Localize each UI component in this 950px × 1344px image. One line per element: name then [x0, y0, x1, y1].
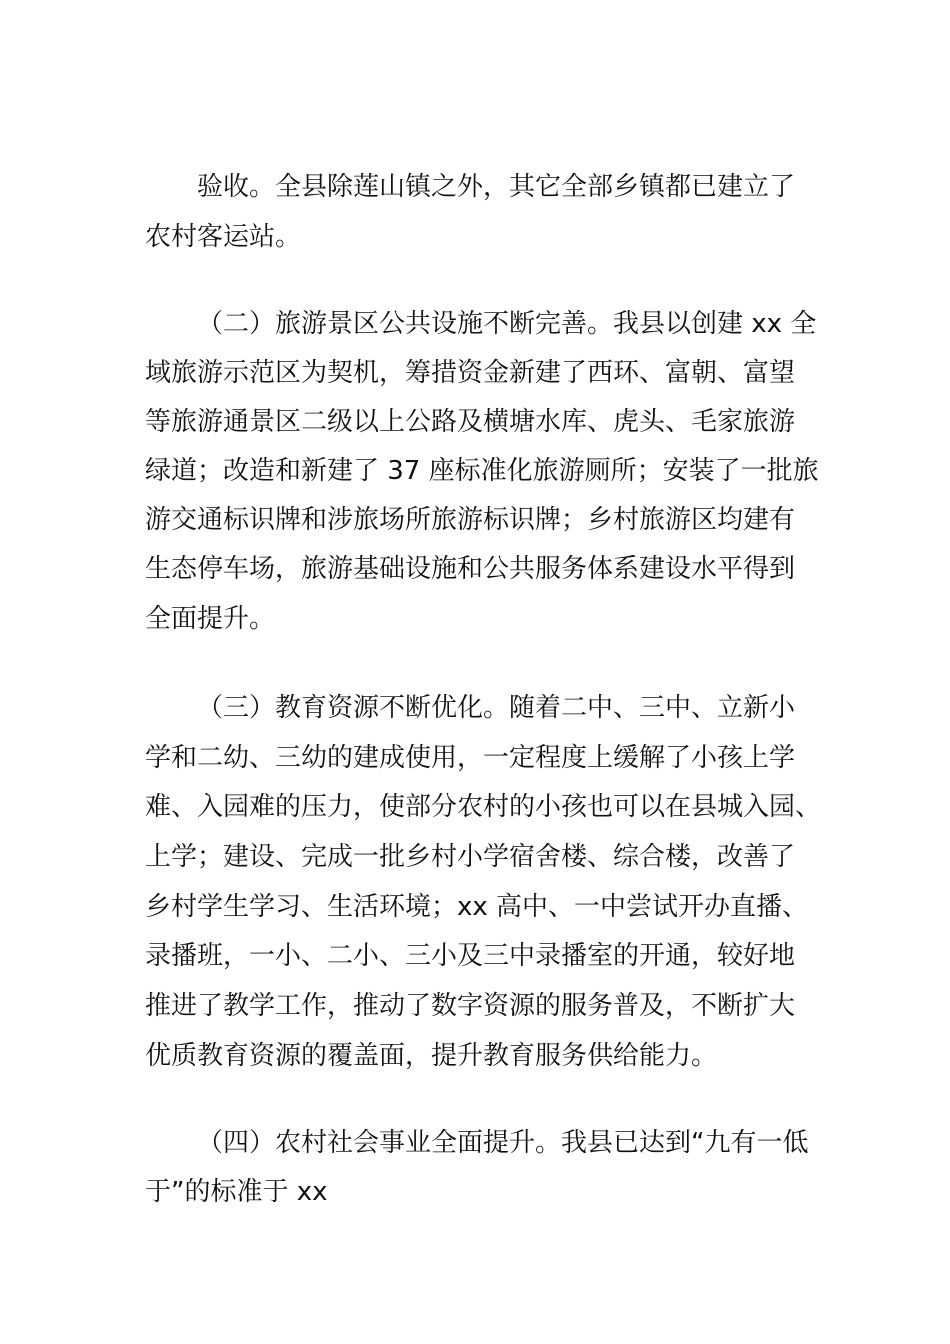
paragraph-2-line-2: 域旅游示范区为契机，筹措资金新建了西环、富朝、富望 — [145, 358, 796, 388]
paragraph-3-line-6: 录播班，一小、二小、三小及三中录播室的开通，较好地 — [145, 941, 796, 971]
paragraph-2-line-7: 全面提升。 — [145, 604, 276, 634]
paragraph-2-line-6: 生态停车场，旅游基础设施和公共服务体系建设水平得到 — [145, 554, 796, 584]
paragraph-2-line-4: 绿道；改造和新建了 37 座标准化旅游厕所；安装了一批旅 — [145, 456, 819, 486]
paragraph-1-line-2: 农村客运站。 — [145, 222, 302, 252]
paragraph-2-line-3: 等旅游通景区二级以上公路及横塘水库、虎头、毛家旅游 — [145, 407, 796, 437]
paragraph-3-line-3: 难、入园难的压力，使部分农村的小孩也可以在县城入园、 — [145, 792, 822, 822]
paragraph-4-line-2: 于”的标准于 xx — [145, 1177, 328, 1207]
paragraph-3-line-5: 乡村学生学习、生活环境；xx 高中、一中尝试开办直播、 — [145, 892, 809, 922]
paragraph-3-line-4: 上学；建设、完成一批乡村小学宿舍楼、综合楼，改善了 — [145, 842, 796, 872]
paragraph-2-line-1: （二）旅游景区公共设施不断完善。我县以创建 xx 全 — [197, 309, 817, 339]
paragraph-3-line-2: 学和二幼、三幼的建成使用，一定程度上缓解了小孩上学 — [145, 743, 796, 773]
paragraph-3-line-7: 推进了教学工作，推动了数字资源的服务普及，不断扩大 — [145, 991, 796, 1021]
paragraph-3-line-8: 优质教育资源的覆盖面，提升教育服务供给能力。 — [145, 1041, 718, 1071]
paragraph-2-line-5: 游交通标识牌和涉旅场所旅游标识牌；乡村旅游区均建有 — [145, 505, 796, 535]
paragraph-1-line-1: 验收。全县除莲山镇之外，其它全部乡镇都已建立了 — [197, 172, 796, 202]
paragraph-4-line-1: （四）农村社会事业全面提升。我县已达到“九有一低 — [197, 1128, 809, 1158]
paragraph-3-line-1: （三）教育资源不断优化。随着二中、三中、立新小 — [197, 693, 796, 723]
